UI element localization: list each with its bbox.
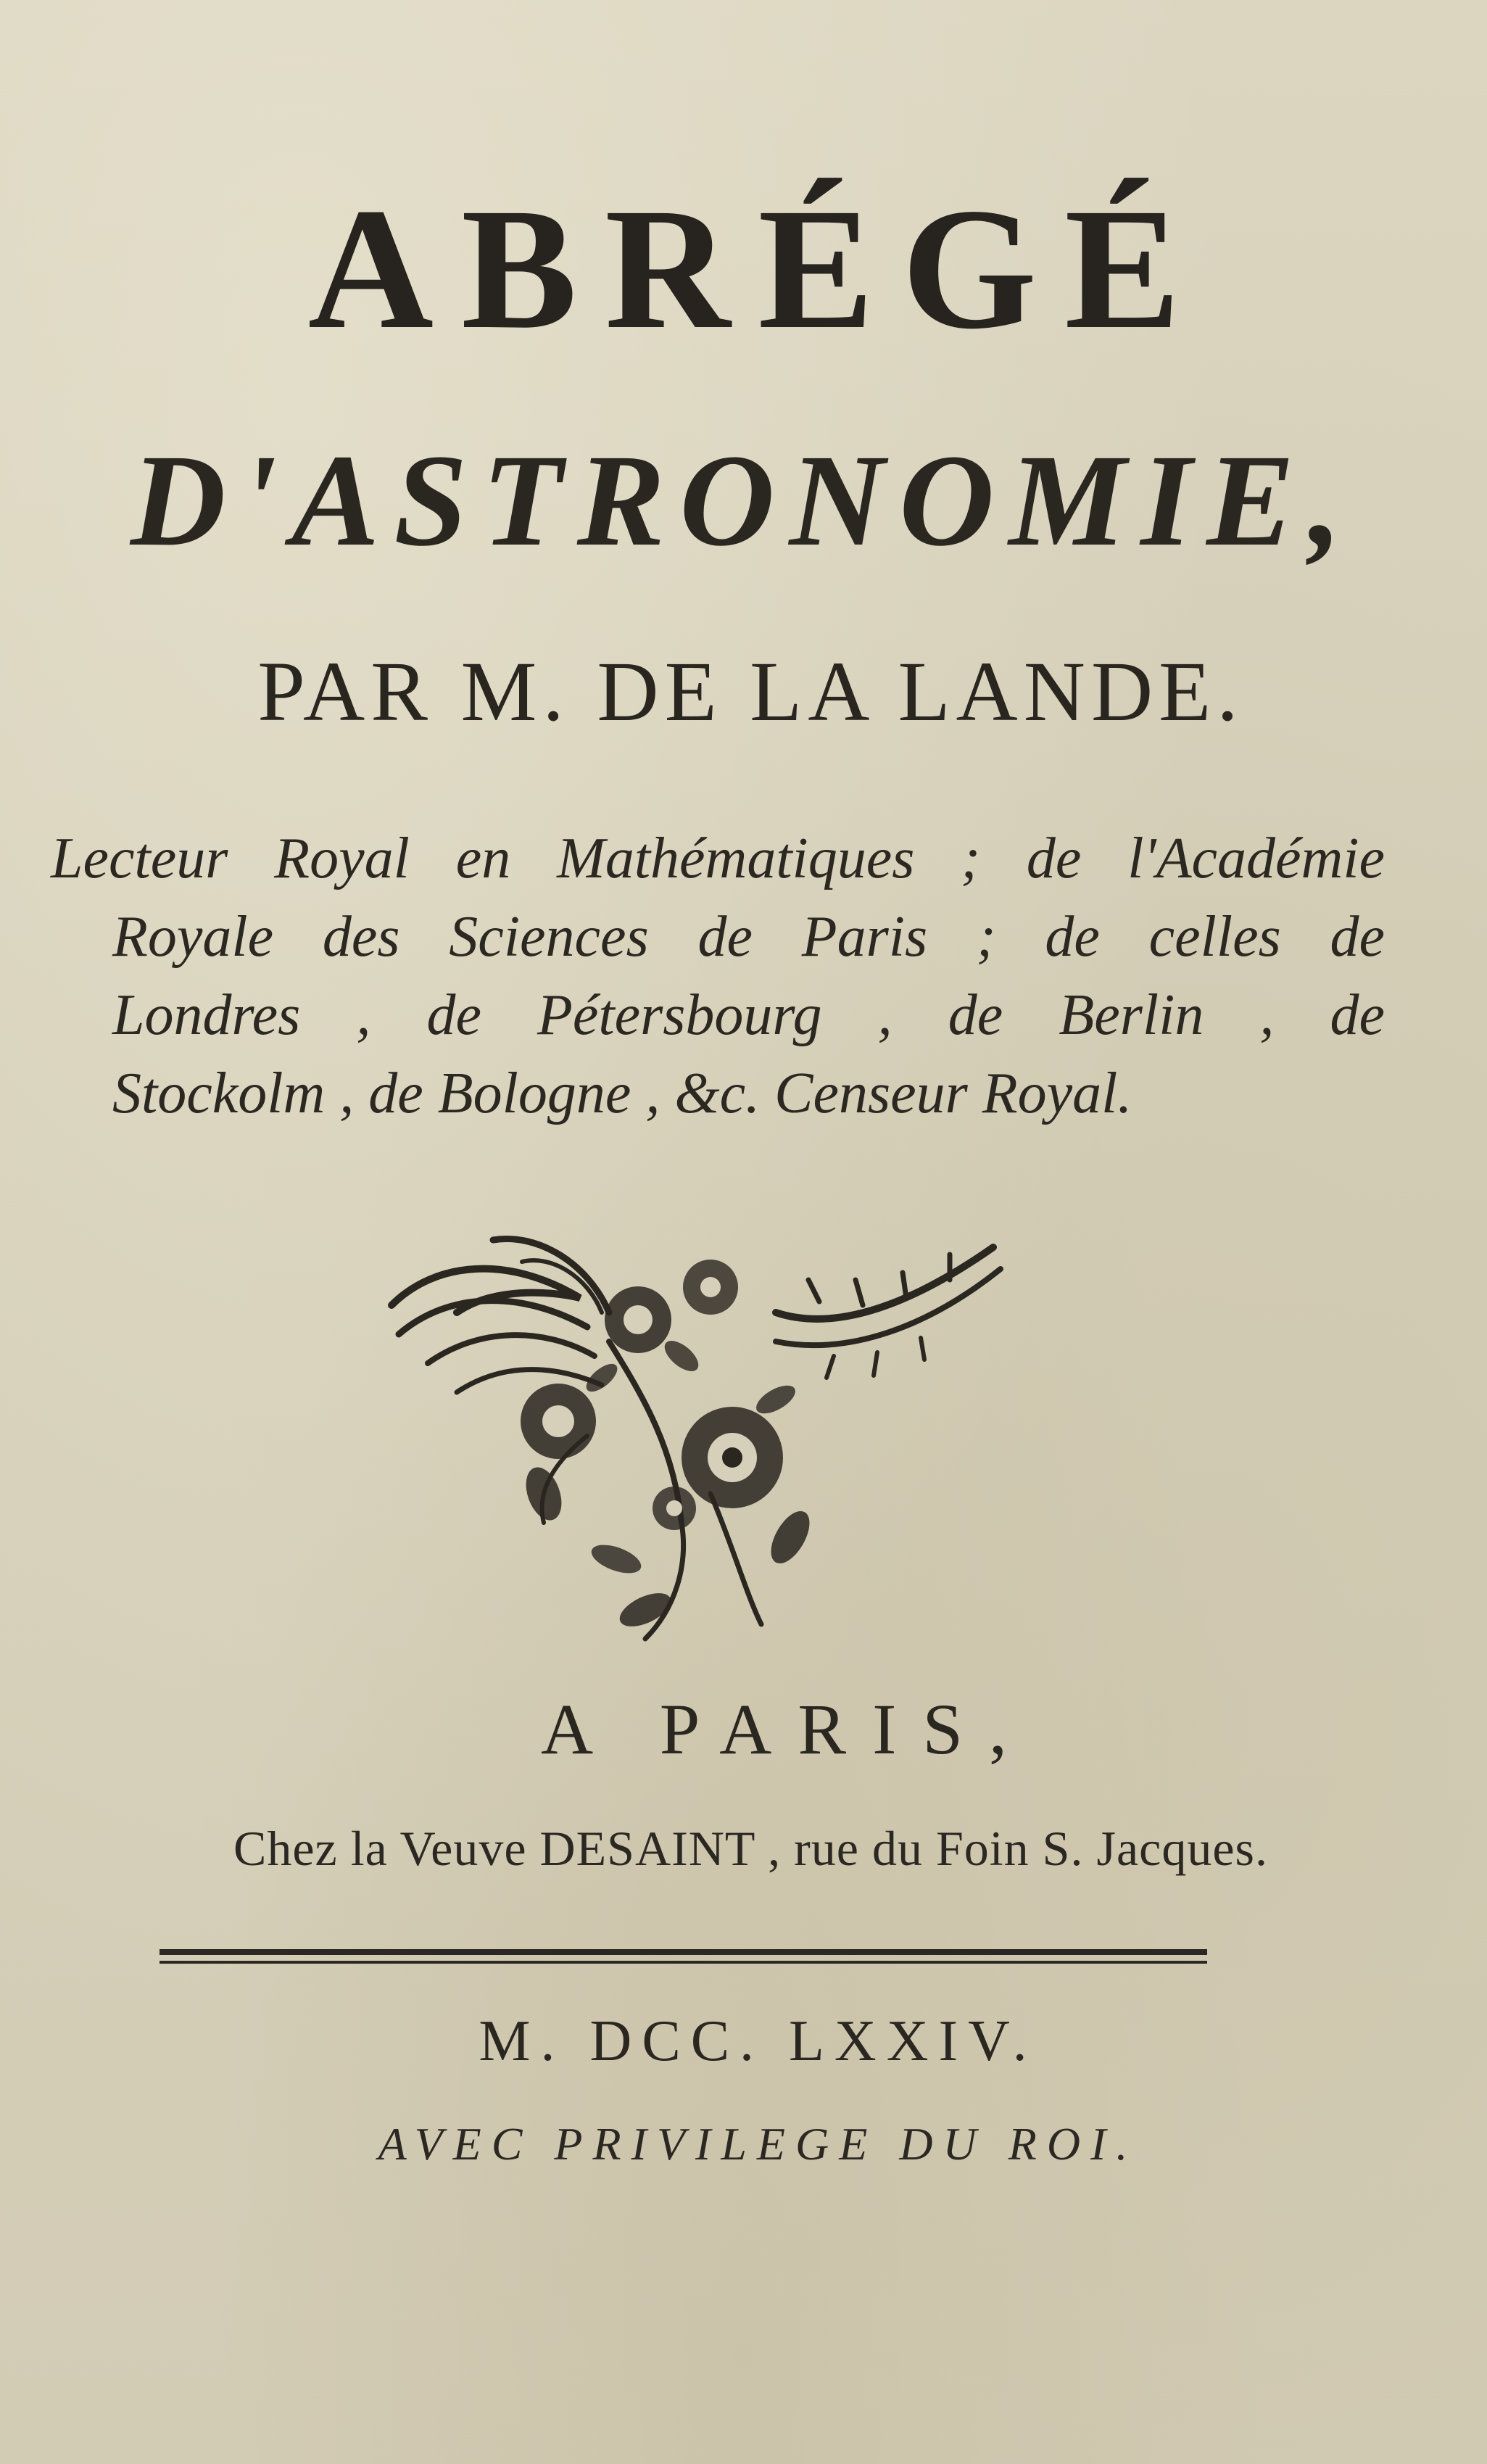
title-abrege: ABRÉGÉ [307, 172, 1209, 365]
author-credentials [51, 819, 1385, 1133]
floral-vignette-icon [370, 1218, 1022, 1653]
credentials-line: Stockolm , de Bologne , &c. Censeur Royal. [112, 1062, 1132, 1125]
imprint-year: M. DCC. LXXIV. [479, 2009, 1037, 2073]
double-rule [160, 1949, 1207, 1955]
author-line: PAR M. DE LA LANDE. [257, 644, 1244, 739]
imprint-publisher: Chez la Veuve DESAINT , rue du Foin S. Jacques. [233, 1821, 1268, 1876]
title-astronomie: D'ASTRONOMIE, [130, 428, 1357, 574]
imprint-place: A PARIS, [541, 1689, 1033, 1769]
credentials-line: Lecteur Royal en Mathématiques ; de l'Académie [51, 827, 1385, 890]
double-rule [160, 1961, 1207, 1964]
royal-privilege: AVEC PRIVILEGE DU ROI. [378, 2118, 1138, 2170]
credentials-line: Londres , de Pétersbourg , de Berlin , de [112, 983, 1385, 1047]
credentials-line: Royale des Sciences de Paris ; de celles de [112, 905, 1385, 969]
